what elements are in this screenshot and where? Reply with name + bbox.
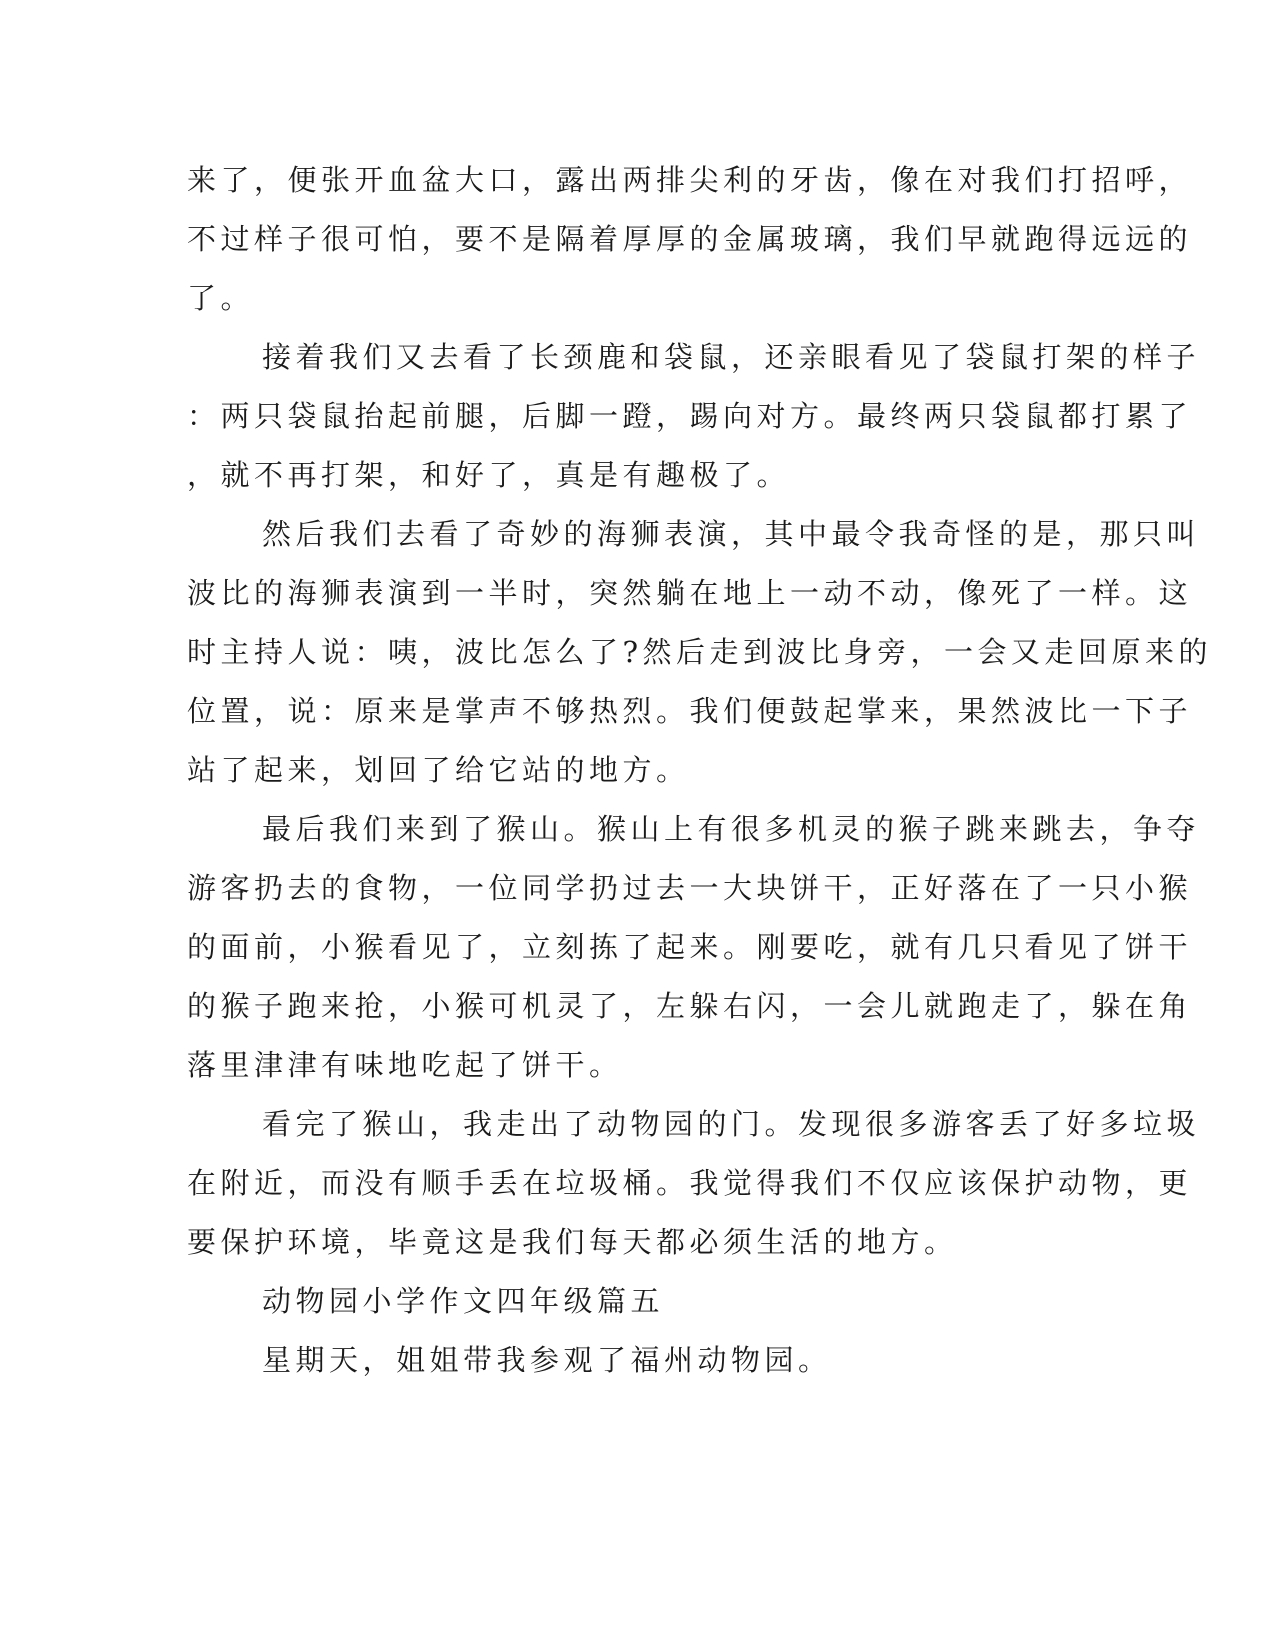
text-line: 游客扔去的食物，一位同学扔过去一大块饼干，正好落在了一只小猴	[187, 871, 1193, 905]
text-line: 要保护环境，毕竟这是我们每天都必须生活的地方。	[187, 1225, 958, 1259]
text-line: ，就不再打架，和好了，真是有趣极了。	[187, 458, 791, 492]
paragraph-first-line: 然后我们去看了奇妙的海狮表演，其中最令我奇怪的是，那只叫	[262, 517, 1201, 551]
paragraph-first-line: 看完了猴山，我走出了动物园的门。发现很多游客丢了好多垃圾	[262, 1107, 1201, 1141]
text-line: 位置，说：原来是掌声不够热烈。我们便鼓起掌来，果然波比一下子	[187, 694, 1193, 728]
text-line: ：两只袋鼠抬起前腿，后脚一蹬，踢向对方。最终两只袋鼠都打累了	[187, 399, 1193, 433]
section-heading: 动物园小学作文四年级篇五	[262, 1284, 665, 1318]
paragraph-first-line: 最后我们来到了猴山。猴山上有很多机灵的猴子跳来跳去，争夺	[262, 812, 1201, 846]
text-line: 不过样子很可怕，要不是隔着厚厚的金属玻璃，我们早就跑得远远的	[187, 222, 1193, 256]
text-line: 落里津津有味地吃起了饼干。	[187, 1048, 623, 1082]
text-line: 时主持人说：咦，波比怎么了?然后走到波比身旁，一会又走回原来的	[187, 635, 1213, 669]
text-line: 的面前，小猴看见了，立刻拣了起来。刚要吃，就有几只看见了饼干	[187, 930, 1193, 964]
text-line: 波比的海狮表演到一半时，突然躺在地上一动不动，像死了一样。这	[187, 576, 1193, 610]
text-line: 在附近，而没有顺手丢在垃圾桶。我觉得我们不仅应该保护动物，更	[187, 1166, 1193, 1200]
text-line: 了。	[187, 281, 255, 315]
paragraph-first-line: 接着我们又去看了长颈鹿和袋鼠，还亲眼看见了袋鼠打架的样子	[262, 340, 1201, 374]
text-line: 的猴子跑来抢，小猴可机灵了，左躲右闪，一会儿就跑走了，躲在角	[187, 989, 1193, 1023]
text-line: 站了起来，划回了给它站的地方。	[187, 753, 690, 787]
paragraph-first-line: 星期天，姐姐带我参观了福州动物园。	[262, 1343, 832, 1377]
text-line: 来了，便张开血盆大口，露出两排尖利的牙齿，像在对我们打招呼，	[187, 163, 1193, 197]
